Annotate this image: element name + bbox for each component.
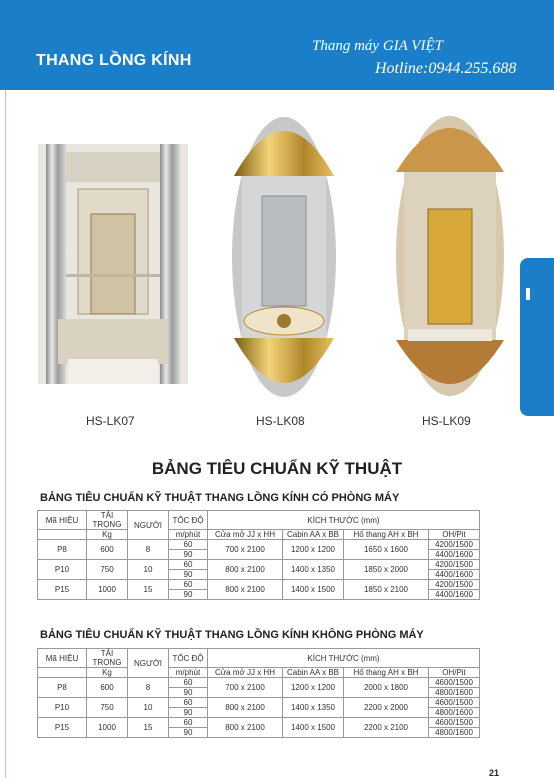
- th-dims: KÍCH THƯỚC (mm): [208, 511, 480, 530]
- cell-cabin: 1400 x 1350: [283, 560, 344, 580]
- cell-ohpit: 4200/1500: [429, 560, 480, 570]
- cell-speed: 90: [169, 570, 208, 580]
- th-speed-unit: m/phút: [169, 530, 208, 540]
- th-code: Mã HIỆU: [38, 511, 87, 530]
- spec-table-machine-roomless: [37, 648, 480, 738]
- cell-code: P15: [38, 718, 87, 738]
- spec-table-with-machine-room: [37, 510, 480, 600]
- th-dims: KÍCH THƯỚC (mm): [208, 649, 480, 668]
- cell-speed: 60: [169, 698, 208, 708]
- cell-ohpit: 4200/1500: [429, 540, 480, 550]
- th-door: Cửa mở JJ x HH: [208, 668, 283, 678]
- th-load: TẢI TRỌNG: [87, 511, 128, 530]
- cell-persons: 10: [128, 560, 169, 580]
- th-load: TẢI TRỌNG: [87, 649, 128, 668]
- page-title: THANG LỒNG KÍNH: [36, 52, 192, 69]
- cell-cabin: 1400 x 1350: [283, 698, 344, 718]
- cell-speed: 90: [169, 688, 208, 698]
- model-label-lk07: HS-LK07: [86, 414, 135, 428]
- side-tab: [520, 258, 554, 416]
- th-persons: NGƯỜI: [128, 511, 169, 540]
- cell-code: P10: [38, 698, 87, 718]
- cell-shaft: 1650 x 1600: [344, 540, 429, 560]
- table2-title: BẢNG TIÊU CHUẨN KỸ THUẬT THANG LỒNG KÍNH KHÔNG PHÒNG MÁY: [40, 629, 424, 641]
- cell-ohpit: 4400/1600: [429, 570, 480, 580]
- cell-cabin: 1400 x 1500: [283, 718, 344, 738]
- th-speed: TỐC ĐỘ: [169, 511, 208, 530]
- th-speed: TỐC ĐỘ: [169, 649, 208, 668]
- elevator-image-lk07: [38, 144, 188, 384]
- model-label-lk08: HS-LK08: [256, 414, 305, 428]
- cell-speed: 90: [169, 550, 208, 560]
- cell-door: 800 x 2100: [208, 698, 283, 718]
- th-cabin: Cabin AA x BB: [283, 530, 344, 540]
- cell-ohpit: 4800/1600: [429, 688, 480, 698]
- cell-ohpit: 4600/1500: [429, 678, 480, 688]
- cell-cabin: 1200 x 1200: [283, 678, 344, 698]
- cell-shaft: 1850 x 2100: [344, 580, 429, 600]
- cell-load: 600: [87, 678, 128, 698]
- cell-ohpit: 4600/1500: [429, 698, 480, 708]
- th-ohpit: OH/Pit: [429, 530, 480, 540]
- cell-load: 750: [87, 560, 128, 580]
- table1-title: BẢNG TIÊU CHUẨN KỸ THUẬT THANG LỒNG KÍNH CÓ PHÒNG MÁY: [40, 492, 400, 504]
- th-load-unit: Kg: [87, 668, 128, 678]
- th-ohpit: OH/Pit: [429, 668, 480, 678]
- cell-speed: 90: [169, 590, 208, 600]
- cell-persons: 10: [128, 698, 169, 718]
- cell-load: 1000: [87, 718, 128, 738]
- cell-shaft: 2000 x 1800: [344, 678, 429, 698]
- cell-cabin: 1400 x 1500: [283, 580, 344, 600]
- cell-persons: 8: [128, 678, 169, 698]
- cell-code: P10: [38, 560, 87, 580]
- cell-door: 700 x 2100: [208, 540, 283, 560]
- cell-door: 800 x 2100: [208, 580, 283, 600]
- elevator-image-lk08: [232, 116, 336, 398]
- cell-speed: 60: [169, 718, 208, 728]
- cell-door: 800 x 2100: [208, 560, 283, 580]
- cell-speed: 90: [169, 708, 208, 718]
- model-label-lk09: HS-LK09: [422, 414, 471, 428]
- cell-persons: 15: [128, 718, 169, 738]
- cell-speed: 60: [169, 580, 208, 590]
- cell-cabin: 1200 x 1200: [283, 540, 344, 560]
- cell-ohpit: 4200/1500: [429, 580, 480, 590]
- margin-line: [5, 90, 6, 778]
- side-tab-mark: [526, 288, 530, 300]
- cell-speed: 60: [169, 678, 208, 688]
- cell-persons: 8: [128, 540, 169, 560]
- cell-code: P8: [38, 540, 87, 560]
- cell-door: 800 x 2100: [208, 718, 283, 738]
- cell-door: 700 x 2100: [208, 678, 283, 698]
- cell-ohpit: 4600/1500: [429, 718, 480, 728]
- section-title: BẢNG TIÊU CHUẨN KỸ THUẬT: [151, 459, 403, 478]
- cell-load: 750: [87, 698, 128, 718]
- cell-shaft: 2200 x 2000: [344, 698, 429, 718]
- cell-persons: 15: [128, 580, 169, 600]
- cell-speed: 60: [169, 540, 208, 550]
- header-bar: [0, 0, 554, 90]
- th-shaft: Hố thang AH x BH: [344, 530, 429, 540]
- th-persons: NGƯỜI: [128, 649, 169, 678]
- cell-load: 1000: [87, 580, 128, 600]
- cell-ohpit: 4400/1600: [429, 590, 480, 600]
- page-number: 21: [489, 768, 500, 778]
- th-speed-unit: m/phút: [169, 668, 208, 678]
- hotline: Hotline:0944.255.688: [375, 60, 517, 77]
- cell-shaft: 2200 x 2100: [344, 718, 429, 738]
- cell-shaft: 1850 x 2000: [344, 560, 429, 580]
- th-shaft: Hố thang AH x BH: [344, 668, 429, 678]
- th-door: Cửa mở JJ x HH: [208, 530, 283, 540]
- cell-speed: 60: [169, 560, 208, 570]
- cell-ohpit: 4800/1600: [429, 708, 480, 718]
- elevator-image-lk09: [394, 114, 506, 398]
- th-load-unit: Kg: [87, 530, 128, 540]
- cell-speed: 90: [169, 728, 208, 738]
- company-name: Thang máy GIA VIỆT: [312, 38, 443, 54]
- th-code: Mã HIỆU: [38, 649, 87, 668]
- cell-load: 600: [87, 540, 128, 560]
- cell-code: P8: [38, 678, 87, 698]
- cell-code: P15: [38, 580, 87, 600]
- th-cabin: Cabin AA x BB: [283, 668, 344, 678]
- cell-ohpit: 4400/1600: [429, 550, 480, 560]
- cell-ohpit: 4800/1600: [429, 728, 480, 738]
